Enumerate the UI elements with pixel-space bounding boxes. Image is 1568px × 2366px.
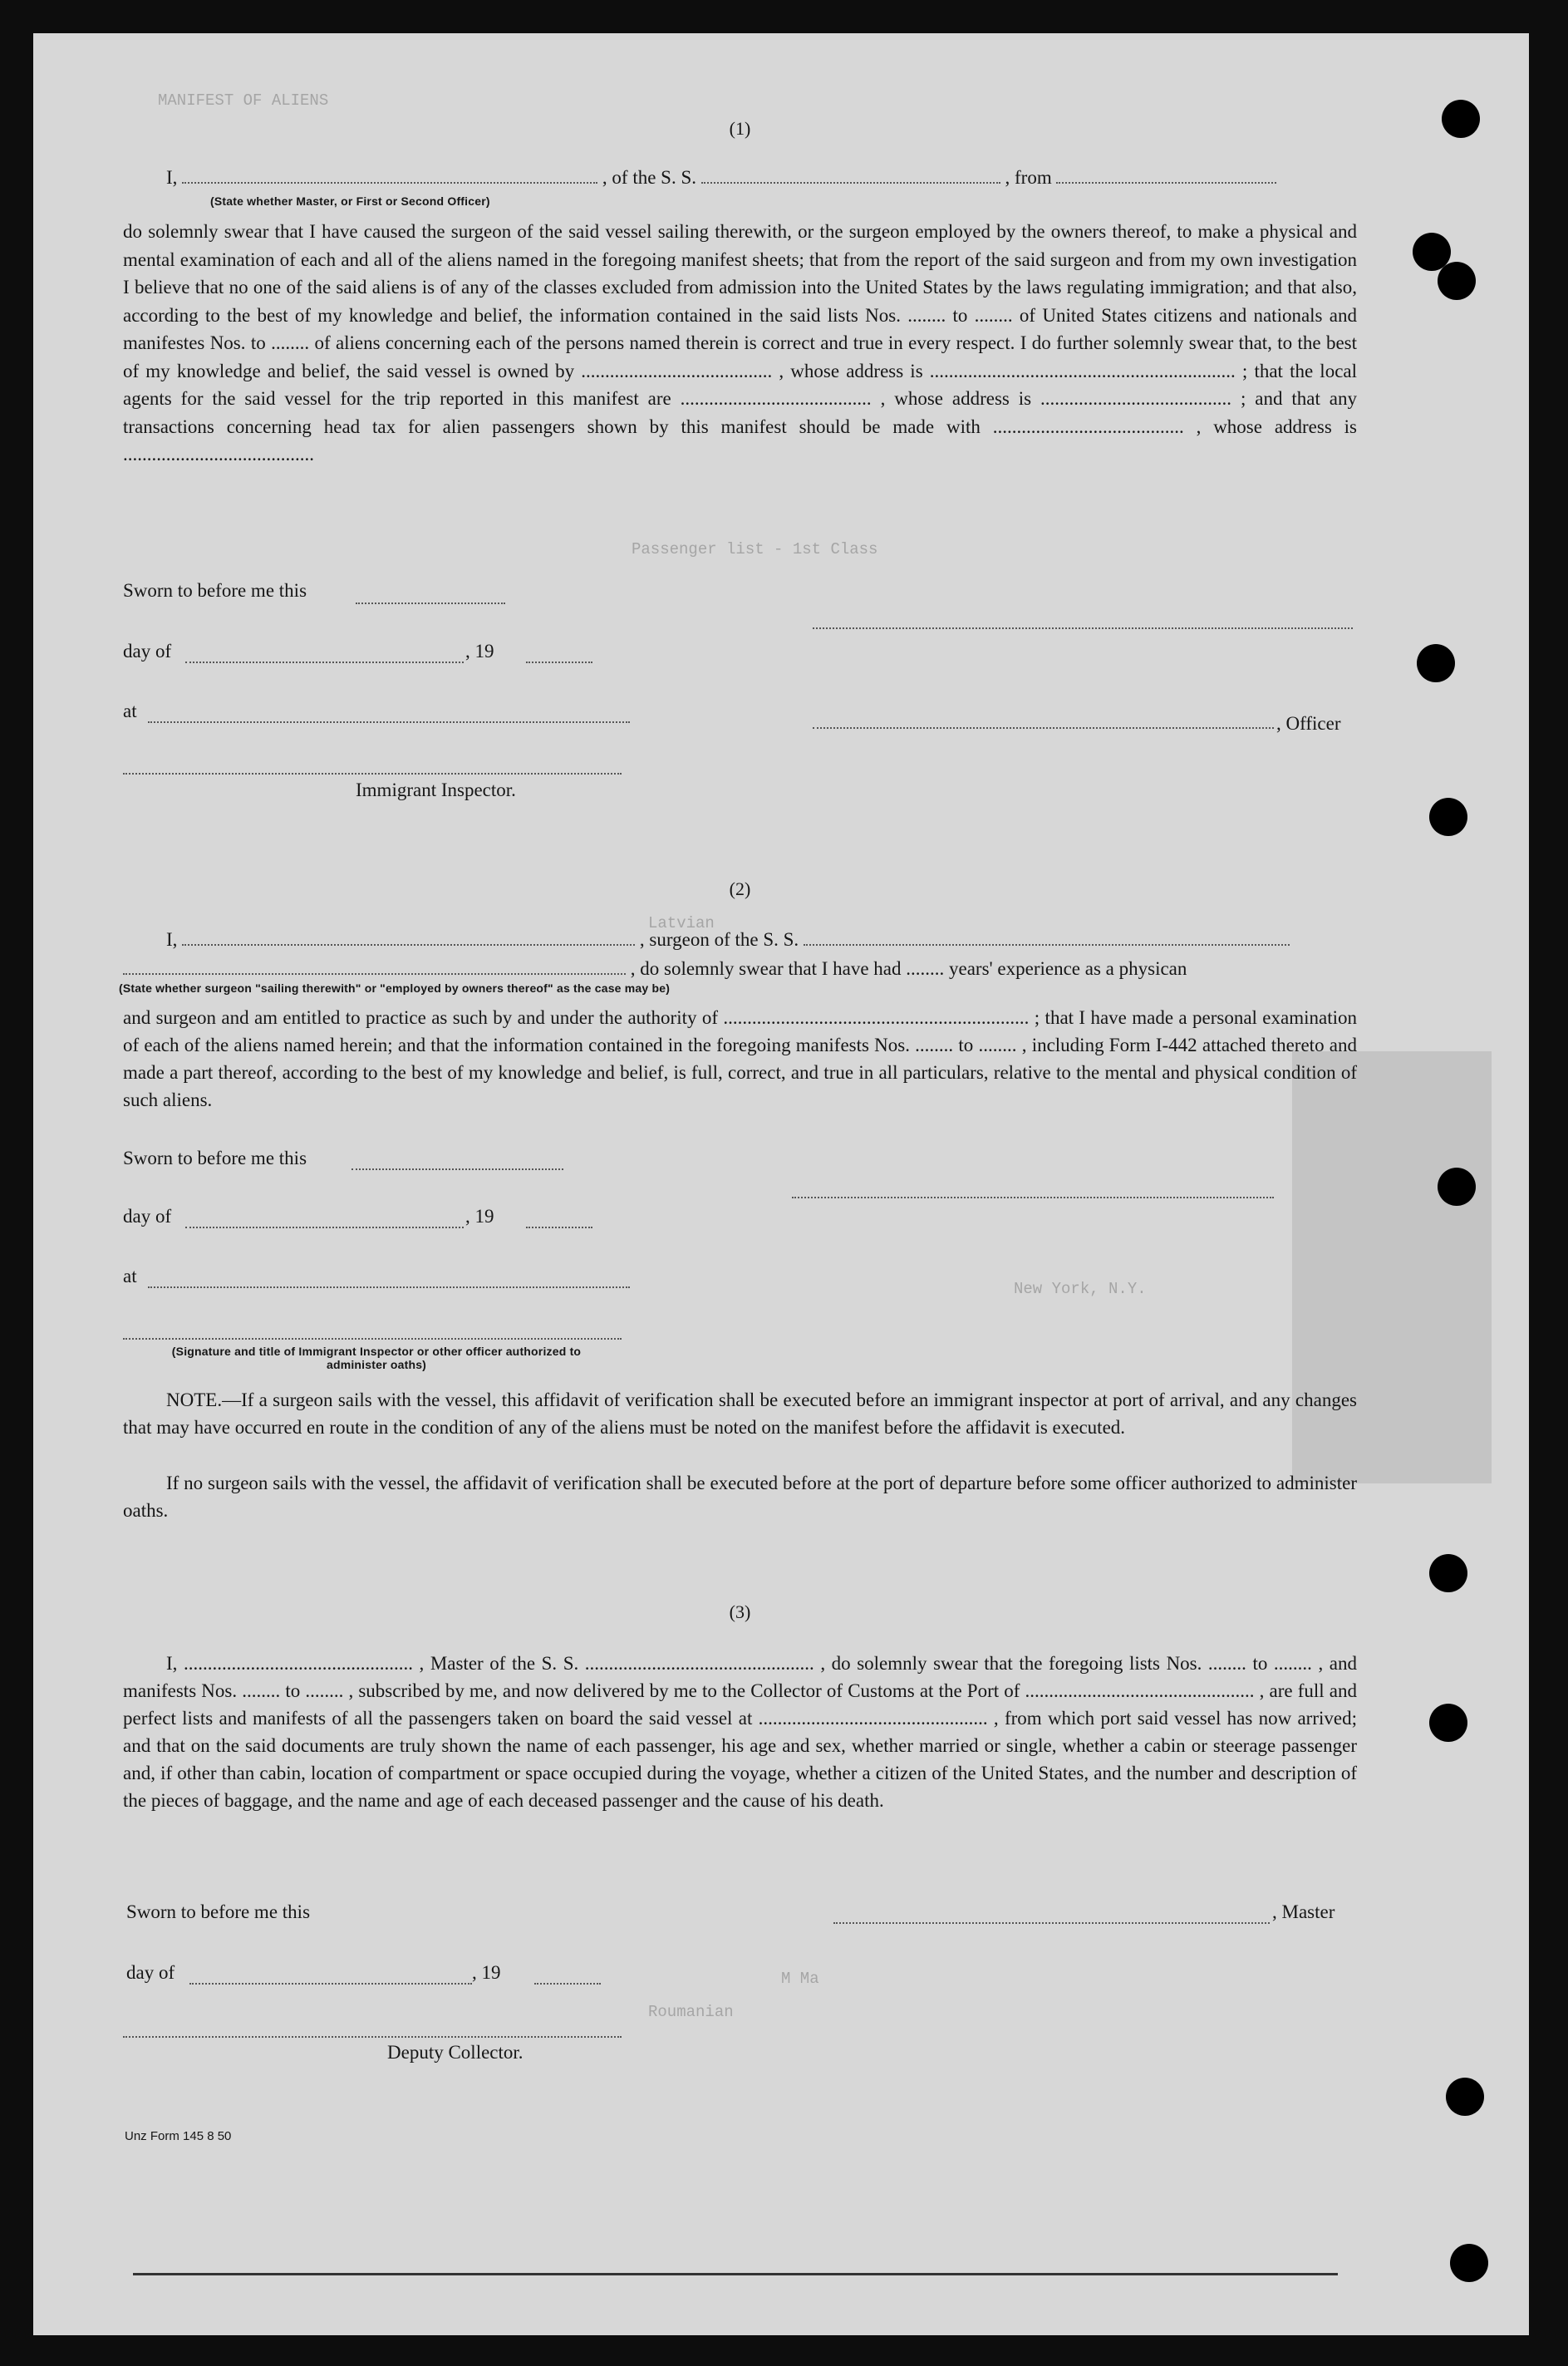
master-signature-line[interactable] [813, 627, 1353, 629]
officer-signature-line[interactable] [813, 727, 1274, 729]
note-surgeon-sails: NOTE.—If a surgeon sails with the vessel, this affidavit of verification shall be executed before an immigrant inspector at port of arrival, and any changes that may have occurred en route in the condition of any of the aliens must be noted on the manifest before the affidavit is executed. [123, 1390, 1357, 1438]
of-the-ss-label: , of the S. S. [602, 167, 697, 188]
punch-hole [1438, 262, 1476, 300]
section-3-year-label: , 19 [472, 1962, 501, 1983]
inspector-2-signature-line[interactable] [123, 1338, 622, 1340]
bottom-rule [133, 2273, 1338, 2275]
inspector-signature-line[interactable] [123, 773, 622, 775]
deputy-collector-label: Deputy Collector. [387, 2042, 523, 2063]
section-3-paragraph: I, ................................................ , Master of the S. S. ................................................ , do solemnly swear that the foregoing lists Nos. ........ to ........ , and manifests Nos. ........ to ........ , subscribed by me, and now delivered by me to the Collector of Customs at the Port of ................................................ , are full and perfect lists and manifests of all the passengers taken on board the said vessel at ................................................ , from which port said vessel has now arrived; and that on the said documents are truly shown the name of each passenger, his age and sex, whether married or single, whether a cabin or steerage passenger and, if other than cabin, location of compartment or space occupied during the voyage, whether a citizen of the United States, and the number and description of the pieces of baggage, and the name and age of each deceased passenger and the cause of his death. [123, 1653, 1357, 1811]
section-3-year-field[interactable] [534, 1983, 601, 1985]
bleed-text: M Ma [781, 1970, 819, 1988]
section-1-day-field[interactable] [185, 662, 464, 663]
from-port-field[interactable] [1056, 169, 1276, 184]
section-1-sworn-field[interactable] [356, 603, 505, 604]
vessel-name-field[interactable] [701, 169, 1000, 184]
section-1-year-label: , 19 [465, 641, 494, 662]
signature-note: (Signature and title of Immigrant Inspector or other officer authorized to administer oaths) [171, 1345, 582, 1371]
deputy-signature-line[interactable] [123, 2036, 622, 2038]
section-3-day-label: day of [126, 1962, 175, 1983]
bleed-text: Latvian [648, 914, 715, 932]
immigrant-inspector-label: Immigrant Inspector. [356, 780, 516, 800]
section-2-at-field[interactable] [148, 1286, 630, 1288]
officer-label: , Officer [1276, 713, 1341, 734]
intro-i: I, [166, 167, 178, 188]
section-2-paragraph: and surgeon and am entitled to practice as such by and under the authority of ................................................................ ; that I have made a personal examination of each of the aliens named herein; and that the information contained in the foregoing manifests Nos. ........ to ........ , including Form I-442 attached thereto and made a part thereof, according to the best of my knowledge and belief, is full, correct, and true in all particulars, relative to the mental and physical condition of such aliens. [123, 1007, 1357, 1110]
bleed-text: MANIFEST OF ALIENS [158, 91, 329, 110]
section-1-at-label: at [123, 701, 137, 721]
bleed-text: Roumanian [648, 2003, 734, 2021]
officer-name-field[interactable] [182, 169, 597, 184]
section-1-sworn-label: Sworn to before me this [123, 580, 307, 601]
form-identifier: Unz Form 145 8 50 [125, 2129, 232, 2143]
punch-hole [1446, 2078, 1484, 2116]
master-3-signature-line[interactable] [833, 1922, 1270, 1924]
section-1-intro-line [123, 165, 1357, 191]
punch-hole [1429, 1554, 1467, 1592]
bleed-text: Passenger list - 1st Class [632, 540, 878, 558]
section-2-sworn-label: Sworn to before me this [123, 1148, 307, 1168]
section-2-at-label: at [123, 1266, 137, 1286]
section-2-intro-line [123, 927, 1357, 953]
officer-note: (State whether Master, or First or Second Officer) [210, 194, 490, 208]
section-2-day-label: day of [123, 1206, 172, 1227]
section-2-year-label: , 19 [465, 1206, 494, 1227]
surgeon-vessel-field[interactable] [804, 931, 1290, 946]
section-3-number: (3) [729, 1601, 751, 1622]
document-page [33, 33, 1529, 2335]
swear-experience-label: , do solemnly swear that I have had ........ years' experience as a physican [630, 958, 1187, 979]
surgeon-signature-line[interactable] [792, 1197, 1274, 1198]
section-1-year-field[interactable] [526, 662, 592, 663]
master-label: , Master [1272, 1901, 1335, 1922]
punch-hole [1442, 100, 1480, 138]
punch-hole [1429, 1704, 1467, 1742]
intro-i-2: I, [166, 929, 178, 950]
punch-hole [1429, 798, 1467, 836]
section-2-swear-line [123, 956, 1357, 982]
surgeon-name-field[interactable] [182, 931, 635, 946]
punch-hole [1417, 644, 1455, 682]
section-2-sworn-field[interactable] [351, 1168, 563, 1170]
section-2-number: (2) [729, 878, 751, 899]
surgeon-note: (State whether surgeon "sailing therewith" or "employed by owners thereof" as the case may be) [119, 981, 671, 995]
note-no-surgeon: If no surgeon sails with the vessel, the affidavit of verification shall be executed before at the port of departure before some officer authorized to administer oaths. [123, 1473, 1357, 1521]
bleed-text: New York, N.Y. [1014, 1280, 1147, 1298]
from-label: , from [1005, 167, 1052, 188]
section-1-oath-paragraph: do solemnly swear that I have caused the surgeon of the said vessel sailing therewith, or the surgeon employed by the owners thereof, to make a physical and mental examination of each and all of the aliens named in the foregoing manifest sheets; that from the report of the said surgeon and from my own investigation I believe that no one of the said aliens is of any of the classes excluded from admission into the United States by the laws regulating immigration; and that also, according to the best of my knowledge and belief, the information contained in the said lists Nos. ........ to ........ of United States citizens and nationals and manifestes Nos. to ........ of aliens concerning each of the persons named therein is correct and true in every respect. I do further solemnly swear that, to the best of my knowledge and belief, the said vessel is owned by ........................................ , whose address is ................................................................ ; that the local agents for the said vessel for the trip reported in this manifest are ........................................ , whose address is ........................................ ; and that any transactions concerning head tax for alien passengers shown by this manifest should be made with ........................................ , whose address is ........................................ [123, 221, 1357, 465]
section-3-sworn-label: Sworn to before me this [126, 1901, 311, 1922]
section-3-day-field[interactable] [189, 1983, 472, 1985]
punch-hole [1438, 1168, 1476, 1206]
section-1-day-label: day of [123, 641, 172, 662]
surgeon-type-field[interactable] [123, 960, 626, 975]
surgeon-of-label: , surgeon of the S. S. [639, 929, 799, 950]
section-1-number: (1) [729, 118, 751, 139]
section-2-day-field[interactable] [185, 1227, 464, 1228]
punch-hole [1450, 2244, 1488, 2282]
section-1-at-field[interactable] [148, 721, 630, 723]
section-2-year-field[interactable] [526, 1227, 592, 1228]
